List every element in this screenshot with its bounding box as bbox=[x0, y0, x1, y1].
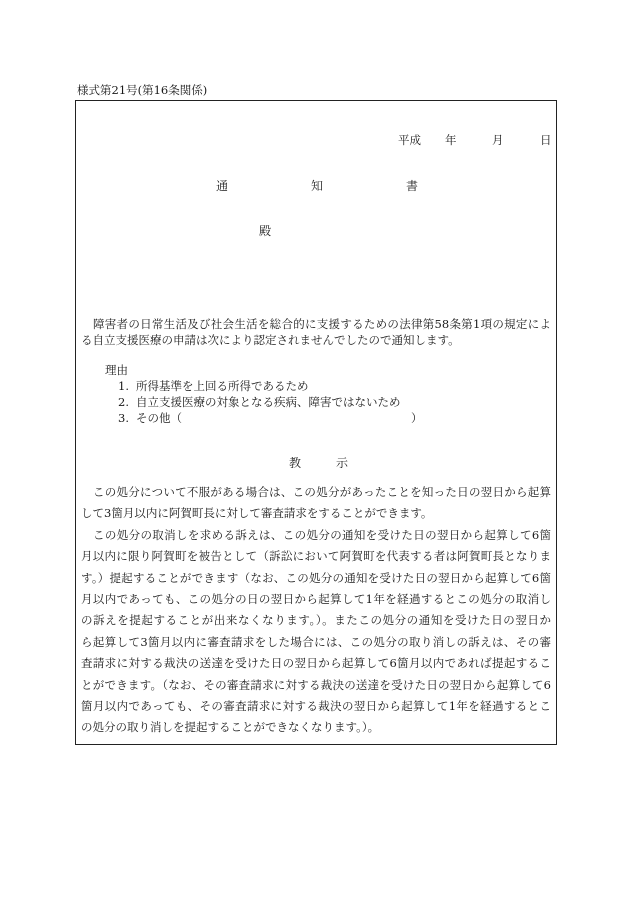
reason-number: 2. bbox=[118, 395, 129, 409]
instruction-heading: 教示 bbox=[289, 456, 384, 470]
notice-line: る自立支援医療の申請は次により認定されませんでしたので通知します。 bbox=[81, 333, 460, 347]
reason-other-closing-paren: ） bbox=[411, 411, 423, 425]
addressee-honorific: 殿 bbox=[259, 224, 272, 238]
form-number: 様式第21号(第16条関係) bbox=[77, 83, 208, 97]
instruction-line: 月以内であっても、この処分の日の翌日から起算して1年を経過するとこの処分の取消し bbox=[81, 591, 551, 606]
instruction-line: この処分の取消しを求める訴えは、この処分の通知を受けた日の翌日から起算して6箇 bbox=[93, 527, 551, 542]
instruction-line: す。）提起することができます（なお、この処分の通知を受けた日の翌日から起算して6箇 bbox=[81, 570, 551, 585]
reasons-heading: 理由 bbox=[105, 363, 128, 377]
reason-text: 所得基準を上回る所得であるため bbox=[136, 379, 309, 393]
reason-number: 1. bbox=[118, 379, 129, 393]
instruction-line: 箇月以内であっても、その審査請求に対する裁決の翌日から起算して1年を経過するとこ bbox=[81, 698, 551, 713]
instruction-line: 査請求に対する裁決の送達を受けた日の翌日から起算して6箇月以内であれば提起するこ bbox=[81, 656, 551, 671]
instruction-line: の処分の取り消しを提起することができなくなります。）。 bbox=[81, 720, 380, 735]
instruction-line: この処分について不服がある場合は、この処分があったことを知った日の翌日から起算 bbox=[93, 485, 551, 499]
date-day-label: 日 bbox=[540, 133, 552, 147]
reason-text: 自立支援医療の対象となる疾病、障害ではないため bbox=[136, 395, 401, 409]
notice-paragraph bbox=[81, 316, 551, 348]
instruction-line: ら起算して3箇月以内に審査請求をした場合には、この処分の取り消しの訴えは、その審 bbox=[81, 634, 551, 649]
instruction-line: とができます。（なお、その審査請求に対する裁決の送達を受けた日の翌日から起算して6 bbox=[81, 677, 551, 692]
notice-line: 障害者の日常生活及び社会生活を総合的に支援するための法律第58条第1項の規定によ bbox=[93, 317, 551, 331]
reason-text-other: その他（ bbox=[136, 411, 182, 425]
instruction-line: の訴えを提起することが出来なくなります。）。またこの処分の通知を受けた日の翌日か bbox=[81, 613, 551, 628]
date-month-label: 月 bbox=[492, 133, 504, 147]
reason-number: 3. bbox=[118, 411, 129, 425]
instruction-line: して3箇月以内に阿賀町長に対して審査請求をすることができます。 bbox=[81, 506, 433, 521]
instruction-line: 月以内に限り阿賀町を被告として（訴訟において阿賀町を代表する者は阿賀町長となりま bbox=[81, 549, 551, 564]
instruction-body bbox=[81, 482, 551, 739]
document-title: 通知書 bbox=[216, 179, 502, 193]
date-era: 平成 bbox=[398, 133, 421, 147]
date-year-label: 年 bbox=[445, 133, 457, 147]
